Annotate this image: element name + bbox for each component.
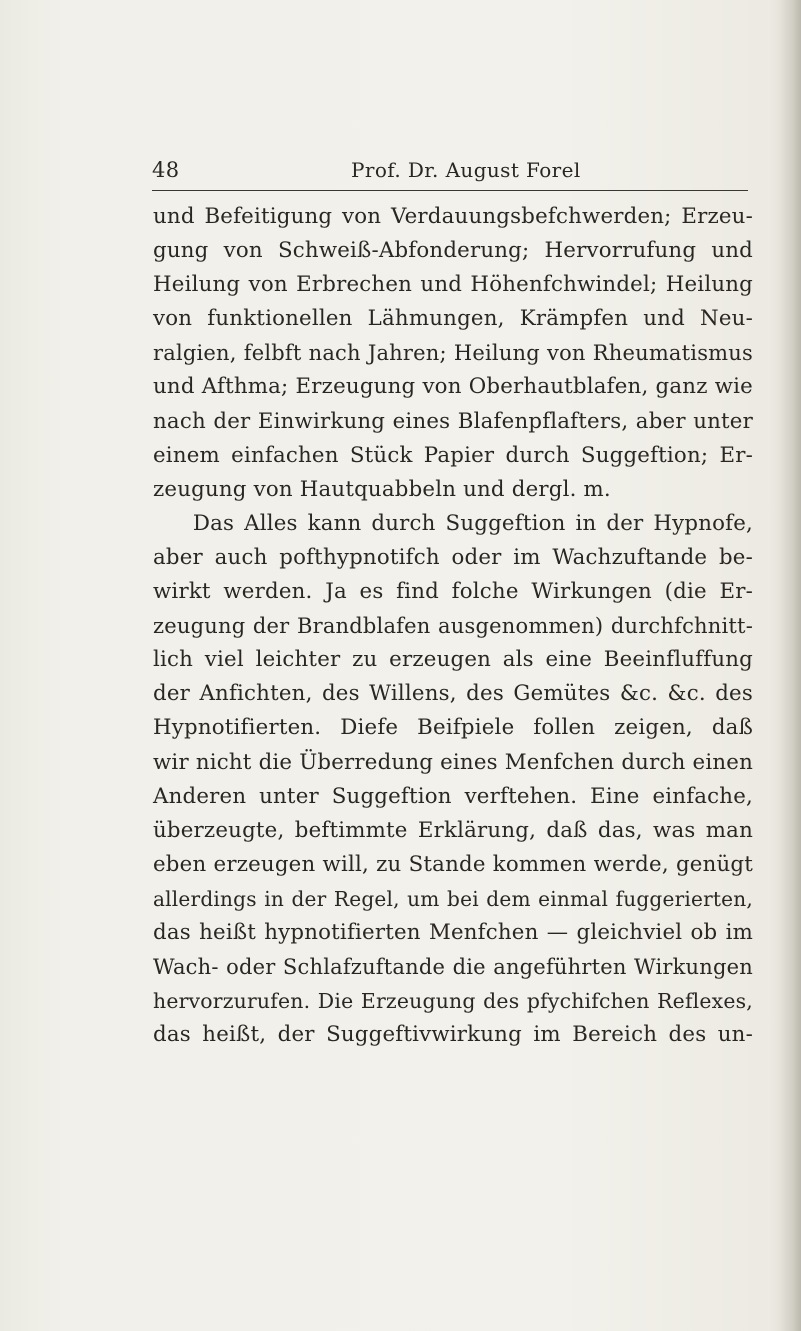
text-line: der Anfichten, des Willens, des Gemütes &c. &c. des <box>153 681 753 707</box>
text-line: hervorzurufen. Die Erzeugung des pfychifchen Reflexes, <box>153 989 753 1014</box>
text-line: wir nicht die Überredung eines Menfchen durch einen <box>153 749 753 775</box>
text-line: von funktionellen Lähmungen, Krämpfen und Neu- <box>153 306 753 332</box>
text-line: allerdings in der Regel, um bei dem einmal fuggerierten, <box>153 886 753 911</box>
text-line: und Befeitigung von Verdauungsbefchwerden; Erzeu- <box>153 204 753 229</box>
page-header <box>152 155 748 185</box>
text-line: Das Alles kann durch Suggeftion in der Hypnofe, <box>153 510 753 536</box>
page-number: 48 <box>152 158 180 182</box>
text-line: gung von Schweiß-Abfonderung; Hervorrufung und <box>153 238 753 264</box>
text-line: aber auch pofthypnotifch oder im Wachzuftande be- <box>153 544 753 570</box>
text-line: eben erzeugen will, zu Stande kommen werde, genügt <box>153 851 753 877</box>
body-text <box>153 200 753 1052</box>
text-line: wirkt werden. Ja es find folche Wirkungen (die Er- <box>153 579 753 605</box>
text-line: ralgien, felbft nach Jahren; Heilung von Rheumatismus <box>153 341 753 366</box>
text-line: das heißt hypnotifierten Menfchen — gleichviel ob im <box>153 919 753 945</box>
running-head: Prof. Dr. August Forel <box>351 158 581 182</box>
text-line: das heißt, der Suggeftivwirkung im Bereich des un- <box>153 1022 753 1048</box>
text-line: zeugung der Brandblafen ausgenommen) durchfchnitt- <box>153 614 753 639</box>
header-rule <box>152 190 748 191</box>
text-line: nach der Einwirkung eines Blafenpflafters, aber unter <box>153 408 753 434</box>
page-edge-shadow <box>779 0 801 1331</box>
text-line: überzeugte, beftimmte Erklärung, daß das, was man <box>153 817 753 843</box>
text-line: zeugung von Hautquabbeln und dergl. m. <box>153 476 611 502</box>
text-line: lich viel leichter zu erzeugen als eine Beeinfluffung <box>153 647 753 673</box>
text-line: Heilung von Erbrechen und Höhenfchwindel; Heilung <box>153 272 753 298</box>
text-line: und Afthma; Erzeugung von Oberhautblafen, ganz wie <box>153 374 753 400</box>
text-line: Anderen unter Suggeftion verftehen. Eine einfache, <box>153 783 753 809</box>
text-line: Hypnotifierten. Diefe Beifpiele follen zeigen, daß <box>153 715 753 741</box>
text-line: einem einfachen Stück Papier durch Suggeftion; Er- <box>153 442 753 468</box>
text-line: Wach- oder Schlafzuftande die angeführten Wirkungen <box>153 955 753 980</box>
